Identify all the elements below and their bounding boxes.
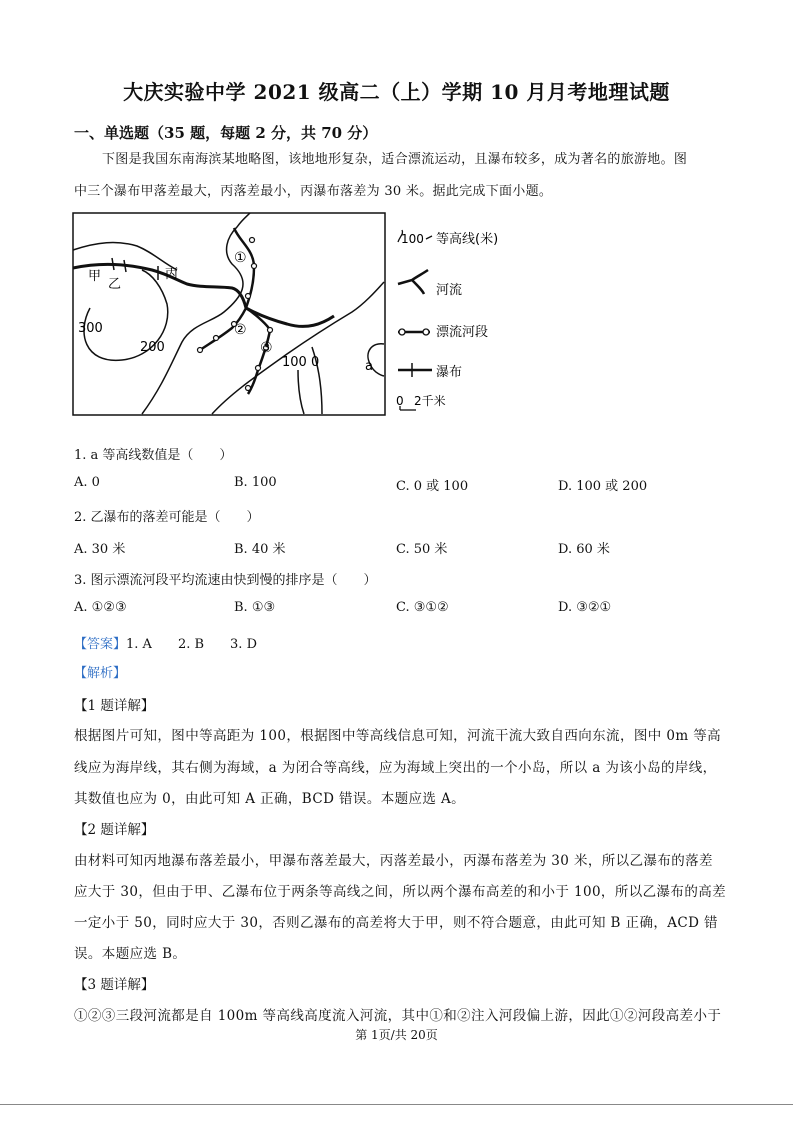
question-1-stem: 1. a 等高线数值是（ ） [74,448,233,463]
main-river [73,264,334,326]
label-200: 200 [140,340,165,355]
label-100: 100 [282,355,307,370]
answer-text: 1. A 2. B 3. D [126,637,257,652]
waterfall-mark-yi [124,260,126,272]
contour-line-200 [142,213,250,414]
river-legend-icon [398,270,428,294]
q1-option-a: A. 0 [74,475,100,490]
legend-contour-number: 100 [401,232,424,246]
label-yi: 乙 [108,277,122,292]
q3-option-c: C. ③①② [396,600,449,615]
label-300: 300 [78,321,103,336]
detail-2-line-2: 应大于 30，但由于甲、乙瀑布位于两条等高线之间，所以两个瀑布高差的和小于 100，所以乙瀑布的高差 [74,884,727,900]
q3-option-a: A. ①②③ [74,600,127,615]
question-3-stem: 3. 图示漂流河段平均流速由快到慢的排序是（ ） [74,573,377,588]
label-a: a [365,359,373,374]
legend-waterfall-label: 瀑布 [436,365,463,380]
q3-option-b: B. ①③ [234,600,276,615]
detail-1-heading: 【1 题详解】 [74,698,155,714]
q1-option-d: D. 100 或 200 [558,479,648,494]
detail-2-line-4: 误。本题应选 B。 [74,946,187,962]
detail-3-heading: 【3 题详解】 [74,977,155,993]
detail-3-line-1: ①②③三段河流都是自 100m 等高线高度流入河流，其中①和②注入河段偏上游，因此①②河段高差小于 [74,1008,722,1024]
detail-1-line-1: 根据图片可知，图中等高距为 100，根据图中等高线信息可知，河流干流大致自西向东流，图中 0m 等高 [74,728,722,744]
intro-line-2: 中三个瀑布甲落差最大，丙落差最小，丙瀑布落差为 30 米。据此完成下面小题。 [74,184,553,199]
label-circle-2: ② [234,322,247,338]
contour-line-0 [298,370,304,414]
waterfall-mark-jia [112,258,114,270]
detail-2-line-1: 由材料可知丙地瀑布落差最小，甲瀑布落差最大，丙落差最小，丙瀑布落差为 30 米，所以乙瀑布的落差 [74,853,713,869]
label-circle-1: ① [234,250,247,266]
bottom-rule [0,1104,793,1105]
label-jia: 甲 [88,269,102,284]
detail-2-line-3: 一定小于 50，同时应大于 30，否则乙瀑布的高差将大于甲，则不符合题意，由此可知 B 正确，ACD 错 [74,915,718,931]
detail-1-line-3: 其数值也应为 0，由此可知 A 正确，BCD 错误。本题应选 A。 [74,791,466,807]
page-footer: 第 1页/共 20页 [355,1028,438,1042]
q3-option-d: D. ③②① [558,600,612,615]
answer-tag: 【答案】 [74,637,127,652]
analysis-tag: 【解析】 [74,666,127,681]
scale-length: 2千米 [414,394,446,408]
detail-2-heading: 【2 题详解】 [74,822,155,838]
question-2-stem: 2. 乙瀑布的落差可能是（ ） [74,510,260,525]
answer-line [74,633,257,652]
label-0: 0 [311,355,320,370]
q1-option-b: B. 100 [234,475,277,490]
q1-option-c: C. 0 或 100 [396,479,469,494]
legend-rafting-label: 漂流河段 [436,325,489,340]
legend-river-label: 河流 [436,283,463,298]
map-legend [396,230,498,410]
label-bing: 丙 [165,267,179,282]
q2-option-b: B. 40 米 [234,542,286,557]
q2-option-c: C. 50 米 [396,542,448,557]
detail-1-line-2: 线应为海岸线，其右侧为海域，a 为闭合等高线，应为海域上突出的一个小岛，所以 a 为该小岛的岸线， [74,760,717,776]
section-heading: 一、单选题（35 题，每题 2 分，共 70 分） [74,124,378,142]
label-circle-3: ③ [260,340,273,356]
q2-option-d: D. 60 米 [558,542,610,557]
intro-line-1: 下图是我国东南海滨某地略图，该地地形复杂，适合漂流运动，且瀑布较多，成为著名的旅游地。图 [102,152,688,167]
q2-option-a: A. 30 米 [74,542,126,557]
scale-zero: 0 [396,394,404,408]
map-figure [72,212,512,418]
contour-line-100 [212,282,384,414]
legend-contour-label: 等高线(米) [436,232,499,247]
page-title: 大庆实验中学 2021 级高二（上）学期 10 月月考地理试题 [123,80,670,104]
